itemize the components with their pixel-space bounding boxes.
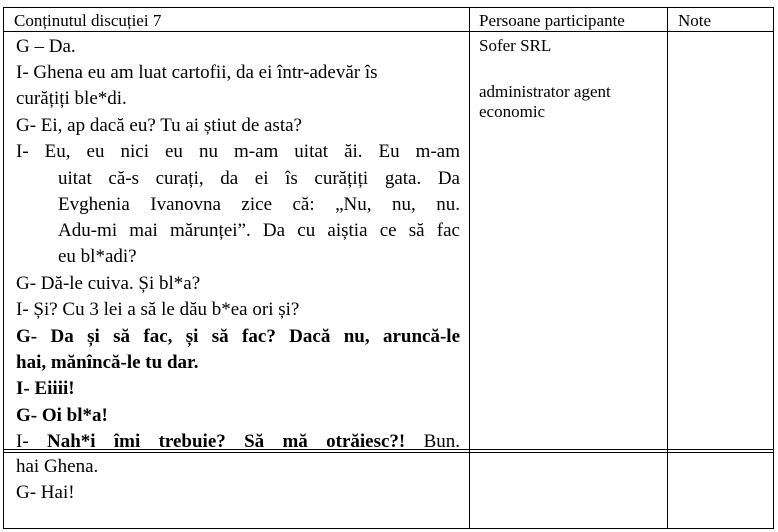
dialogue-line-bold: G- Da și să fac, și să fac? Dacă nu, aruncă-le — [16, 326, 460, 347]
dialogue-line: I- Și? Cu 3 lei a să le dău b*ea ori și? — [16, 299, 300, 320]
participant-role-line2: economic — [479, 102, 546, 121]
participant-company: Sofer SRL — [479, 36, 552, 55]
dialogue-line: I- Eu, eu nici eu nu m-am uitat ăi. Eu m-am — [16, 141, 460, 162]
dialogue-line: Evghenia Ivanovna zice că: „Nu, nu, nu. — [58, 194, 460, 215]
dialogue-line: uitat că-s curați, da ei îs curățiți gata. Da — [58, 168, 460, 189]
header-notes: Note — [678, 11, 712, 30]
dialogue-line: G- Dă-le cuiva. Și bl*a? — [16, 273, 201, 294]
page-break-border-bottom — [3, 452, 774, 453]
column-divider-2 — [667, 7, 668, 529]
bold-utterance: Nah*i îmi trebuie? Să mă otrăiesc?! — [46, 431, 406, 449]
dialogue-line-bold: G- Oi bl*a! — [16, 405, 108, 426]
header-participants: Persoane participante — [479, 11, 625, 30]
table-bottom-border — [3, 528, 774, 529]
dialogue-line: hai Ghena. — [16, 456, 99, 477]
header-content: Conținutul discuției 7 — [14, 11, 162, 30]
speaker-prefix: I- — [16, 431, 47, 449]
table-top-border — [3, 7, 774, 8]
participant-role-line1: administrator agent — [479, 82, 611, 101]
table-right-border — [773, 7, 774, 529]
dialogue-line-bold: I- Eiiii! — [16, 378, 75, 399]
column-divider-1 — [469, 7, 470, 529]
dialogue-line: I- Ghena eu am luat cartofii, da ei într-adevăr îs — [16, 62, 378, 83]
dialogue-line-bold: hai, mănîncă-le tu dar. — [16, 352, 199, 373]
dialogue-line: G- Hai! — [16, 482, 75, 503]
dialogue-line: eu bl*adi? — [58, 246, 137, 267]
dialogue-line-mixed — [16, 431, 460, 449]
page-break-border-top — [3, 449, 774, 450]
header-row-border — [3, 31, 774, 32]
dialogue-line: G- Ei, ap dacă eu? Tu ai știut de asta? — [16, 115, 302, 136]
dialogue-line: curățiți ble*di. — [16, 88, 127, 109]
dialogue-line: Adu-mi mai mărunței”. Da cu aiștia ce să fac — [58, 220, 460, 241]
dialogue-line: G – Da. — [16, 36, 76, 57]
trailing-text: Bun. — [405, 431, 460, 449]
table-left-border — [3, 7, 4, 529]
